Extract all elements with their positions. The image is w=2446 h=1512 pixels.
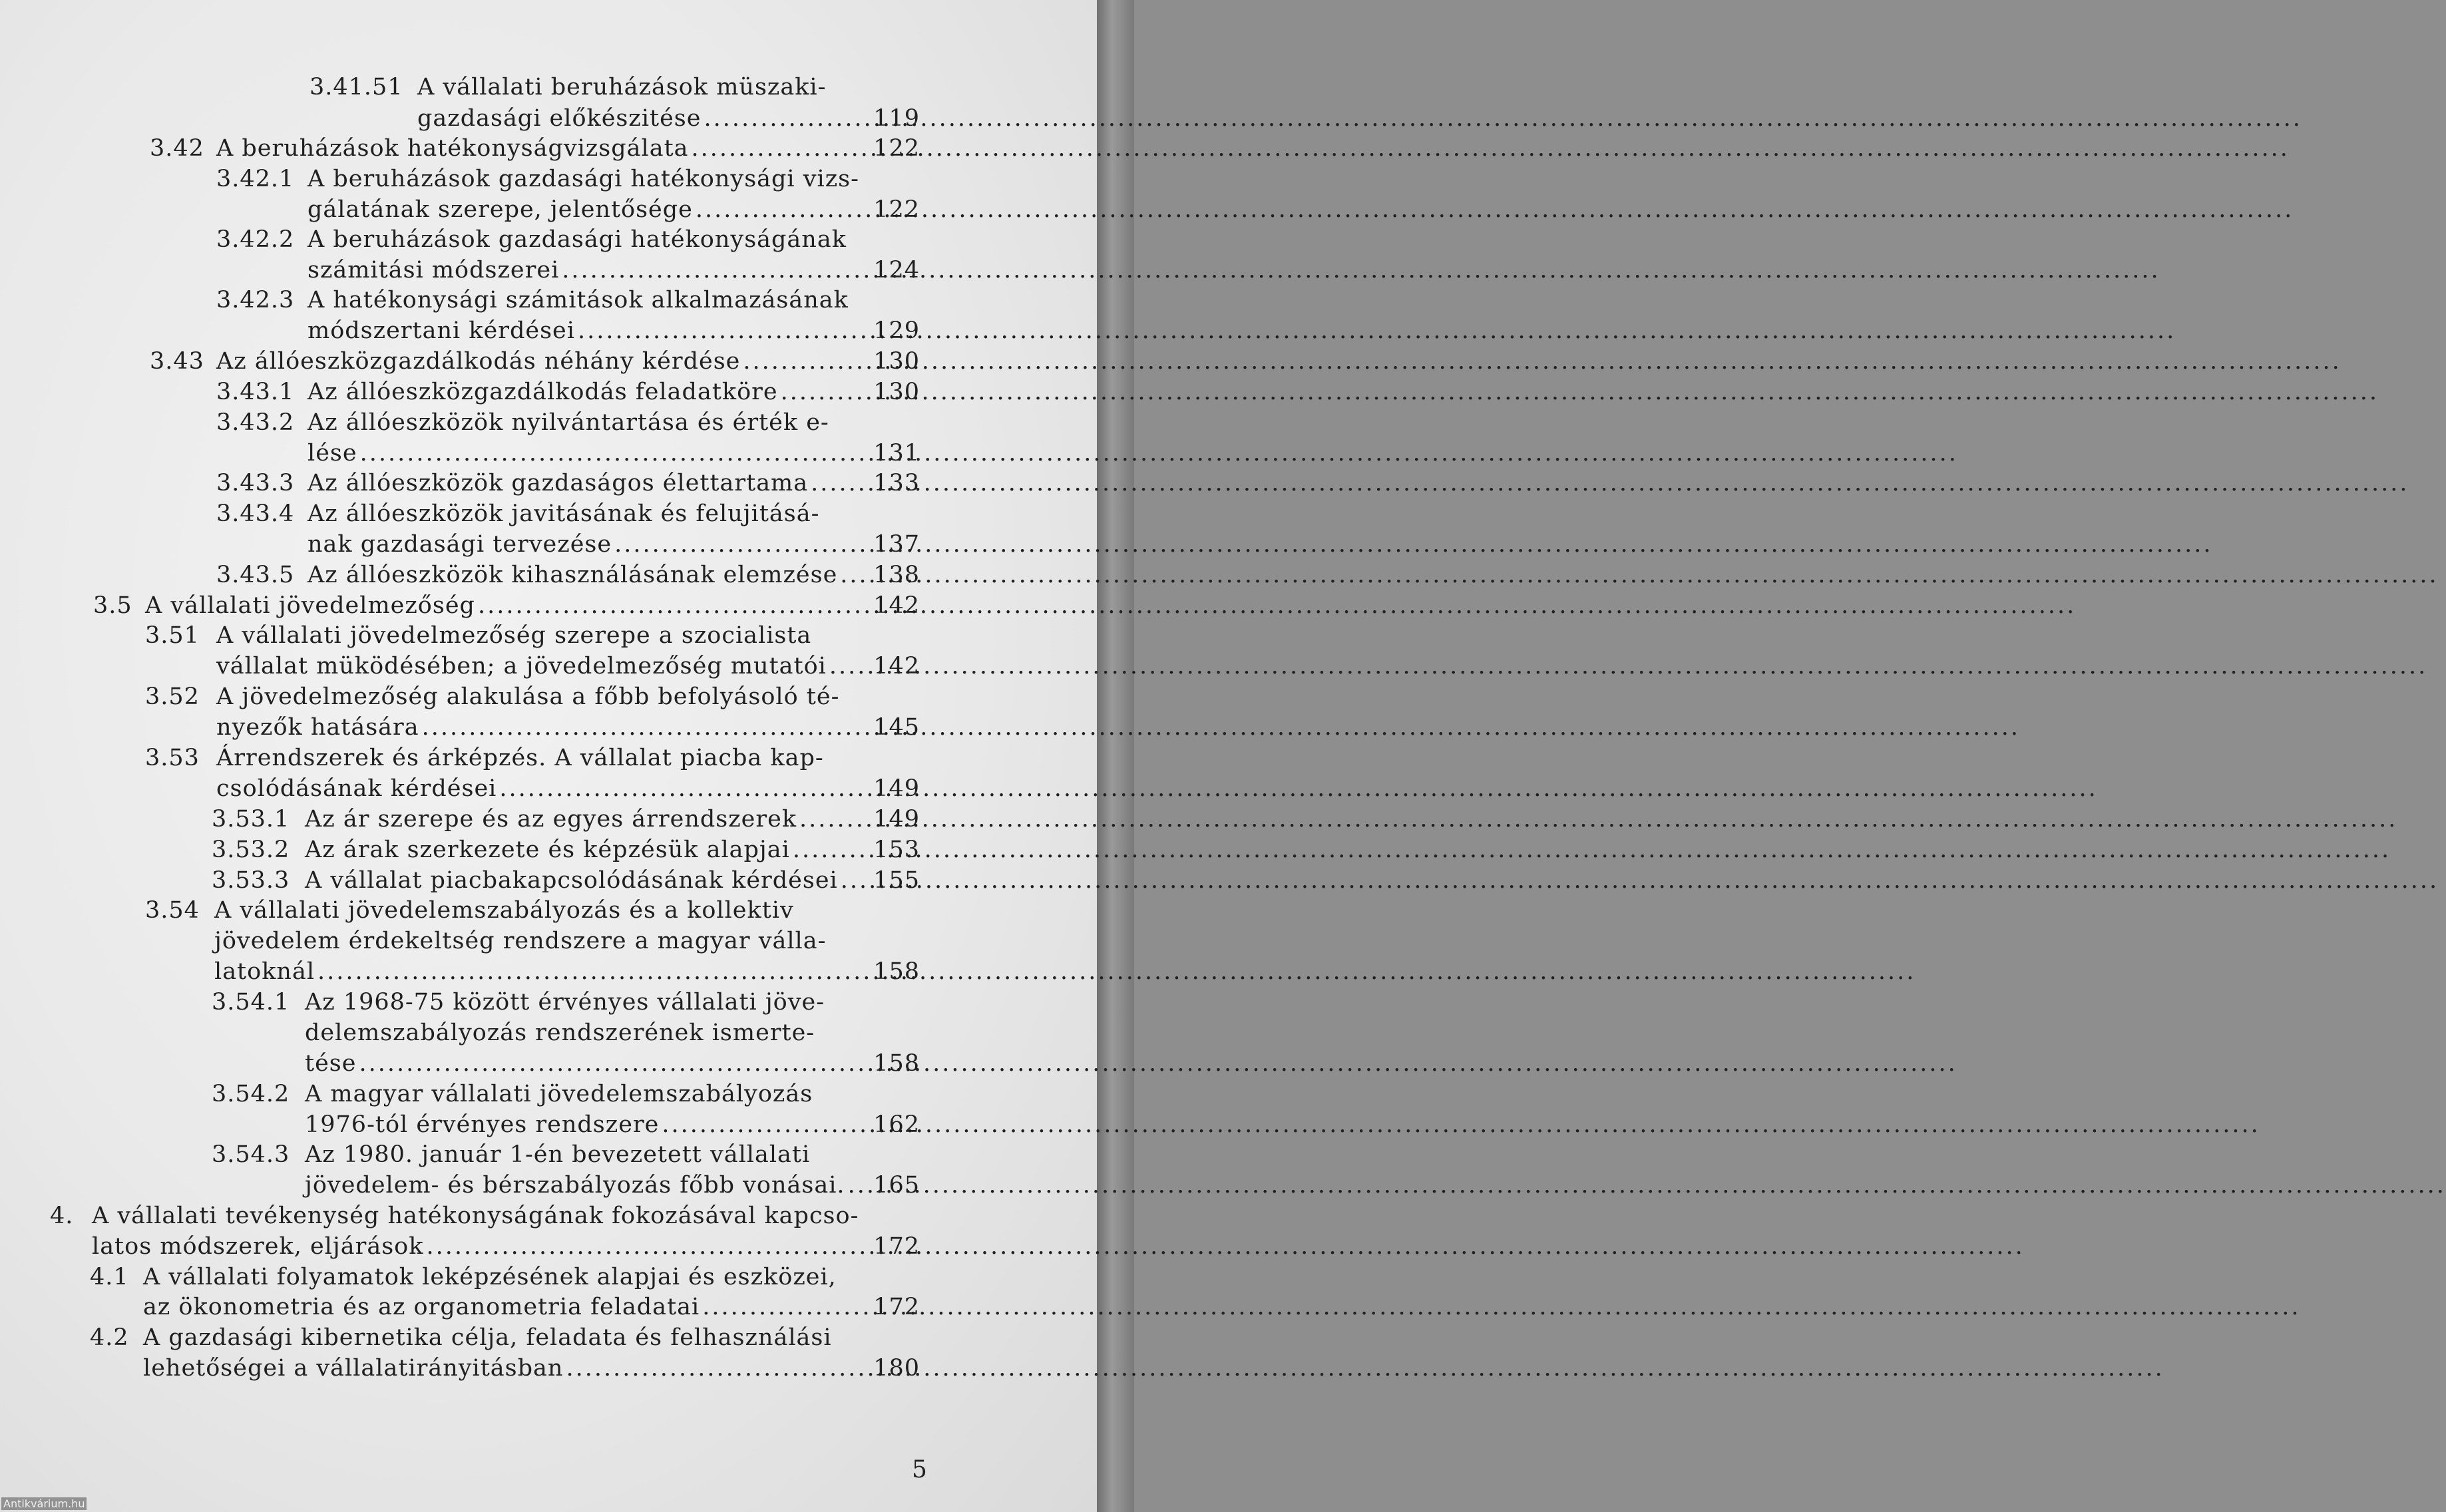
page-ref: 138 (873, 562, 920, 588)
section-number: 3.41.51 (309, 74, 403, 100)
page-ref: 131 (873, 440, 920, 467)
toc-entry (0, 285, 865, 315)
section-title: csolódásának kérdései (216, 775, 497, 802)
toc-entry (0, 773, 920, 804)
dot-leader (702, 1292, 2300, 1322)
dot-leader (426, 1231, 2024, 1262)
section-number: 3.53.1 (212, 806, 290, 833)
section-number: 3.53.2 (212, 837, 290, 863)
page-ref: 172 (873, 1233, 920, 1260)
dot-leader (359, 1048, 1957, 1079)
toc-entry (0, 1079, 865, 1109)
page-ref: 133 (873, 470, 920, 496)
page-ref: 145 (873, 714, 920, 741)
page-ref: 158 (873, 1050, 920, 1077)
section-title: vállalat müködésében; a jövedelmezőség mutatói (216, 653, 827, 679)
toc-entry (0, 620, 865, 651)
dot-leader (478, 590, 2076, 621)
section-title: A jövedelmezőség alakulása a főbb befolyásoló té- (216, 683, 840, 710)
section-number: 3.51 (145, 622, 200, 649)
dot-leader (692, 133, 2290, 164)
page-ref: 158 (873, 958, 920, 985)
section-number: 3.43.1 (216, 379, 295, 405)
page-ref: 122 (873, 196, 920, 223)
page-edge (1097, 0, 1134, 1512)
toc-entry (0, 926, 865, 956)
section-title: Az állóeszközök gazdaságos élettartama (307, 470, 809, 496)
section-title: A vállalati jövedelmezőség szerepe a szocialista (216, 622, 812, 649)
page-ref: 180 (873, 1355, 920, 1382)
section-number: 3.54 (145, 897, 200, 924)
section-title: A vállalat piacbakapcsolódásának kérdései (305, 867, 838, 894)
section-number: 3.43 (150, 348, 204, 375)
toc-entry (0, 1109, 920, 1140)
toc-entry (0, 1322, 865, 1353)
page-ref: 149 (873, 806, 920, 833)
section-number: 3.53 (145, 745, 200, 771)
section-title: nak gazdasági tervezése (307, 531, 612, 558)
toc-entry (0, 560, 920, 590)
section-title: A vállalati jövedelmezőség (145, 592, 475, 619)
section-title: az ökonometria és az organometria feladatai (143, 1294, 700, 1320)
section-title: latoknál (214, 958, 315, 985)
page-ref: 149 (873, 775, 920, 802)
toc-entry (0, 712, 920, 743)
section-number: 4.1 (90, 1264, 129, 1290)
page-ref: 129 (873, 317, 920, 344)
toc-entry (0, 529, 920, 560)
toc-entry (0, 895, 865, 926)
toc-entry (0, 865, 920, 896)
toc-entry (0, 1292, 920, 1322)
dot-leader (848, 1170, 2446, 1201)
dot-leader (499, 773, 2097, 804)
dot-leader (578, 315, 2176, 346)
toc-entry (0, 1018, 865, 1048)
dot-leader (793, 835, 2391, 865)
toc-entry (0, 590, 920, 621)
section-title: lése (307, 440, 357, 467)
toc-entry (0, 315, 920, 346)
toc-entry (0, 407, 865, 438)
dot-leader (704, 103, 2302, 134)
toc-entry (0, 651, 920, 681)
dot-leader (840, 560, 2438, 590)
section-number: 3.54.2 (212, 1081, 290, 1107)
section-title: Az állóeszközgazdálkodás néhány kérdése (216, 348, 741, 375)
toc-entry (0, 956, 920, 987)
section-title: számitási módszerei (307, 257, 560, 284)
toc-entry (0, 133, 920, 164)
toc-entry (0, 194, 920, 225)
page-ref: 172 (873, 1294, 920, 1320)
page-ref: 119 (873, 105, 920, 132)
section-title: Az állóeszközgazdálkodás feladatköre (307, 379, 778, 405)
section-title: A beruházások hatékonyságvizsgálata (216, 135, 689, 162)
page-ref: 122 (873, 135, 920, 162)
dot-leader (422, 712, 2020, 743)
toc-entry (0, 987, 865, 1018)
page-number: 5 (912, 1456, 927, 1483)
section-number: 3.42 (150, 135, 204, 162)
toc-entry (0, 1353, 920, 1384)
section-title: lehetőségei a vállalatirányitásban (143, 1355, 564, 1382)
toc-entry (0, 164, 865, 194)
section-number: 4. (50, 1203, 74, 1229)
toc-entry (0, 1170, 920, 1201)
page-ref: 142 (873, 653, 920, 679)
section-number: 3.42.2 (216, 226, 295, 253)
section-title: nyezők hatására (216, 714, 419, 741)
section-title: A beruházások gazdasági hatékonysági vizs- (307, 166, 859, 192)
dot-leader (841, 865, 2439, 896)
section-title: Az állóeszközök javitásának és felujitásá- (307, 500, 820, 527)
section-title: Az állóeszközök nyilvántartása és érték e- (307, 409, 829, 436)
section-title: A magyar vállalati jövedelemszabályozás (305, 1081, 813, 1107)
section-title: delemszabályozás rendszerének ismerte- (305, 1020, 815, 1046)
toc-entry (0, 681, 865, 712)
section-title: Az árak szerkezete és képzésük alapjai (305, 837, 790, 863)
section-title: Az ár szerepe és az egyes árrendszerek (305, 806, 797, 833)
page-ref: 165 (873, 1172, 920, 1199)
section-number: 3.43.2 (216, 409, 295, 436)
section-title: 1976-tól érvényes rendszere (305, 1111, 660, 1138)
toc-entry (0, 468, 920, 498)
section-title: Árrendszerek és árképzés. A vállalat piacba kap- (216, 745, 824, 771)
section-number: 3.43.3 (216, 470, 295, 496)
dot-leader (829, 651, 2427, 681)
section-number: 3.52 (145, 683, 200, 710)
section-title: gálatának szerepe, jelentősége (307, 196, 693, 223)
section-title: A vállalati beruházások müszaki- (417, 74, 827, 100)
toc-entry (0, 1262, 865, 1292)
toc-entry (0, 1231, 920, 1262)
section-number: 3.54.3 (212, 1141, 290, 1168)
toc-entry (0, 1139, 865, 1170)
section-title: módszertani kérdései (307, 317, 575, 344)
section-title: jövedelem- és bérszabályozás főbb vonásai. (305, 1172, 845, 1199)
section-title: A vállalati tevékenység hatékonyságának fokozásával kapcso- (92, 1203, 859, 1229)
toc-entry (0, 377, 920, 407)
dot-leader (743, 346, 2341, 377)
section-number: 4.2 (90, 1324, 129, 1351)
section-title: latos módszerek, eljárások (92, 1233, 424, 1260)
toc-entry (0, 103, 920, 134)
section-title: Az 1980. január 1-én bevezetett vállalati (305, 1141, 811, 1168)
toc-entry (0, 224, 865, 255)
section-title: A vállalati jövedelemszabályozás és a kollektiv (214, 897, 794, 924)
page-ref: 130 (873, 379, 920, 405)
toc-entry (0, 804, 920, 835)
toc-entry (0, 1201, 865, 1231)
page-ref: 130 (873, 348, 920, 375)
section-number: 3.42.3 (216, 287, 295, 313)
toc-entry (0, 498, 865, 529)
section-number: 3.5 (93, 592, 132, 619)
section-number: 3.42.1 (216, 166, 295, 192)
page-ref: 137 (873, 531, 920, 558)
page-ref: 153 (873, 837, 920, 863)
section-title: Az állóeszközök kihasználásának elemzése (307, 562, 838, 588)
page-ref: 124 (873, 257, 920, 284)
toc-entry (0, 1048, 920, 1079)
toc-entry (0, 835, 920, 865)
section-title: tése (305, 1050, 357, 1077)
dot-leader (811, 468, 2409, 498)
dot-leader (562, 255, 2160, 285)
section-title: A vállalati folyamatok leképzésének alapjai és eszközei, (143, 1264, 837, 1290)
toc-entry (0, 438, 920, 469)
section-title: gazdasági előkészitése (417, 105, 702, 132)
section-title: jövedelem érdekeltség rendszere a magyar válla- (214, 928, 827, 954)
dot-leader (317, 956, 1916, 987)
section-title: A hatékonysági számitások alkalmazásának (307, 287, 849, 313)
watermark: Antikvárium.hu (1, 1497, 87, 1510)
section-title: Az 1968-75 között érvényes vállalati jöve- (305, 989, 825, 1016)
toc-entry (0, 255, 920, 285)
dot-leader (360, 438, 1958, 469)
section-number: 3.54.1 (212, 989, 290, 1016)
section-number: 3.43.5 (216, 562, 295, 588)
section-number: 3.53.3 (212, 867, 290, 894)
dot-leader (781, 377, 2379, 407)
dot-leader (799, 804, 2397, 835)
toc-entry (0, 72, 865, 102)
dot-leader (614, 529, 2212, 560)
section-title: A gazdasági kibernetika célja, feladata és felhasználási (143, 1324, 832, 1351)
page-ref: 142 (873, 592, 920, 619)
toc-entry (0, 743, 865, 773)
page-ref: 162 (873, 1111, 920, 1138)
dot-leader (696, 194, 2294, 225)
dot-leader (566, 1353, 2164, 1384)
section-number: 3.43.4 (216, 500, 295, 527)
page-ref: 155 (873, 867, 920, 894)
section-title: A beruházások gazdasági hatékonyságának (307, 226, 847, 253)
toc-entry (0, 346, 920, 377)
